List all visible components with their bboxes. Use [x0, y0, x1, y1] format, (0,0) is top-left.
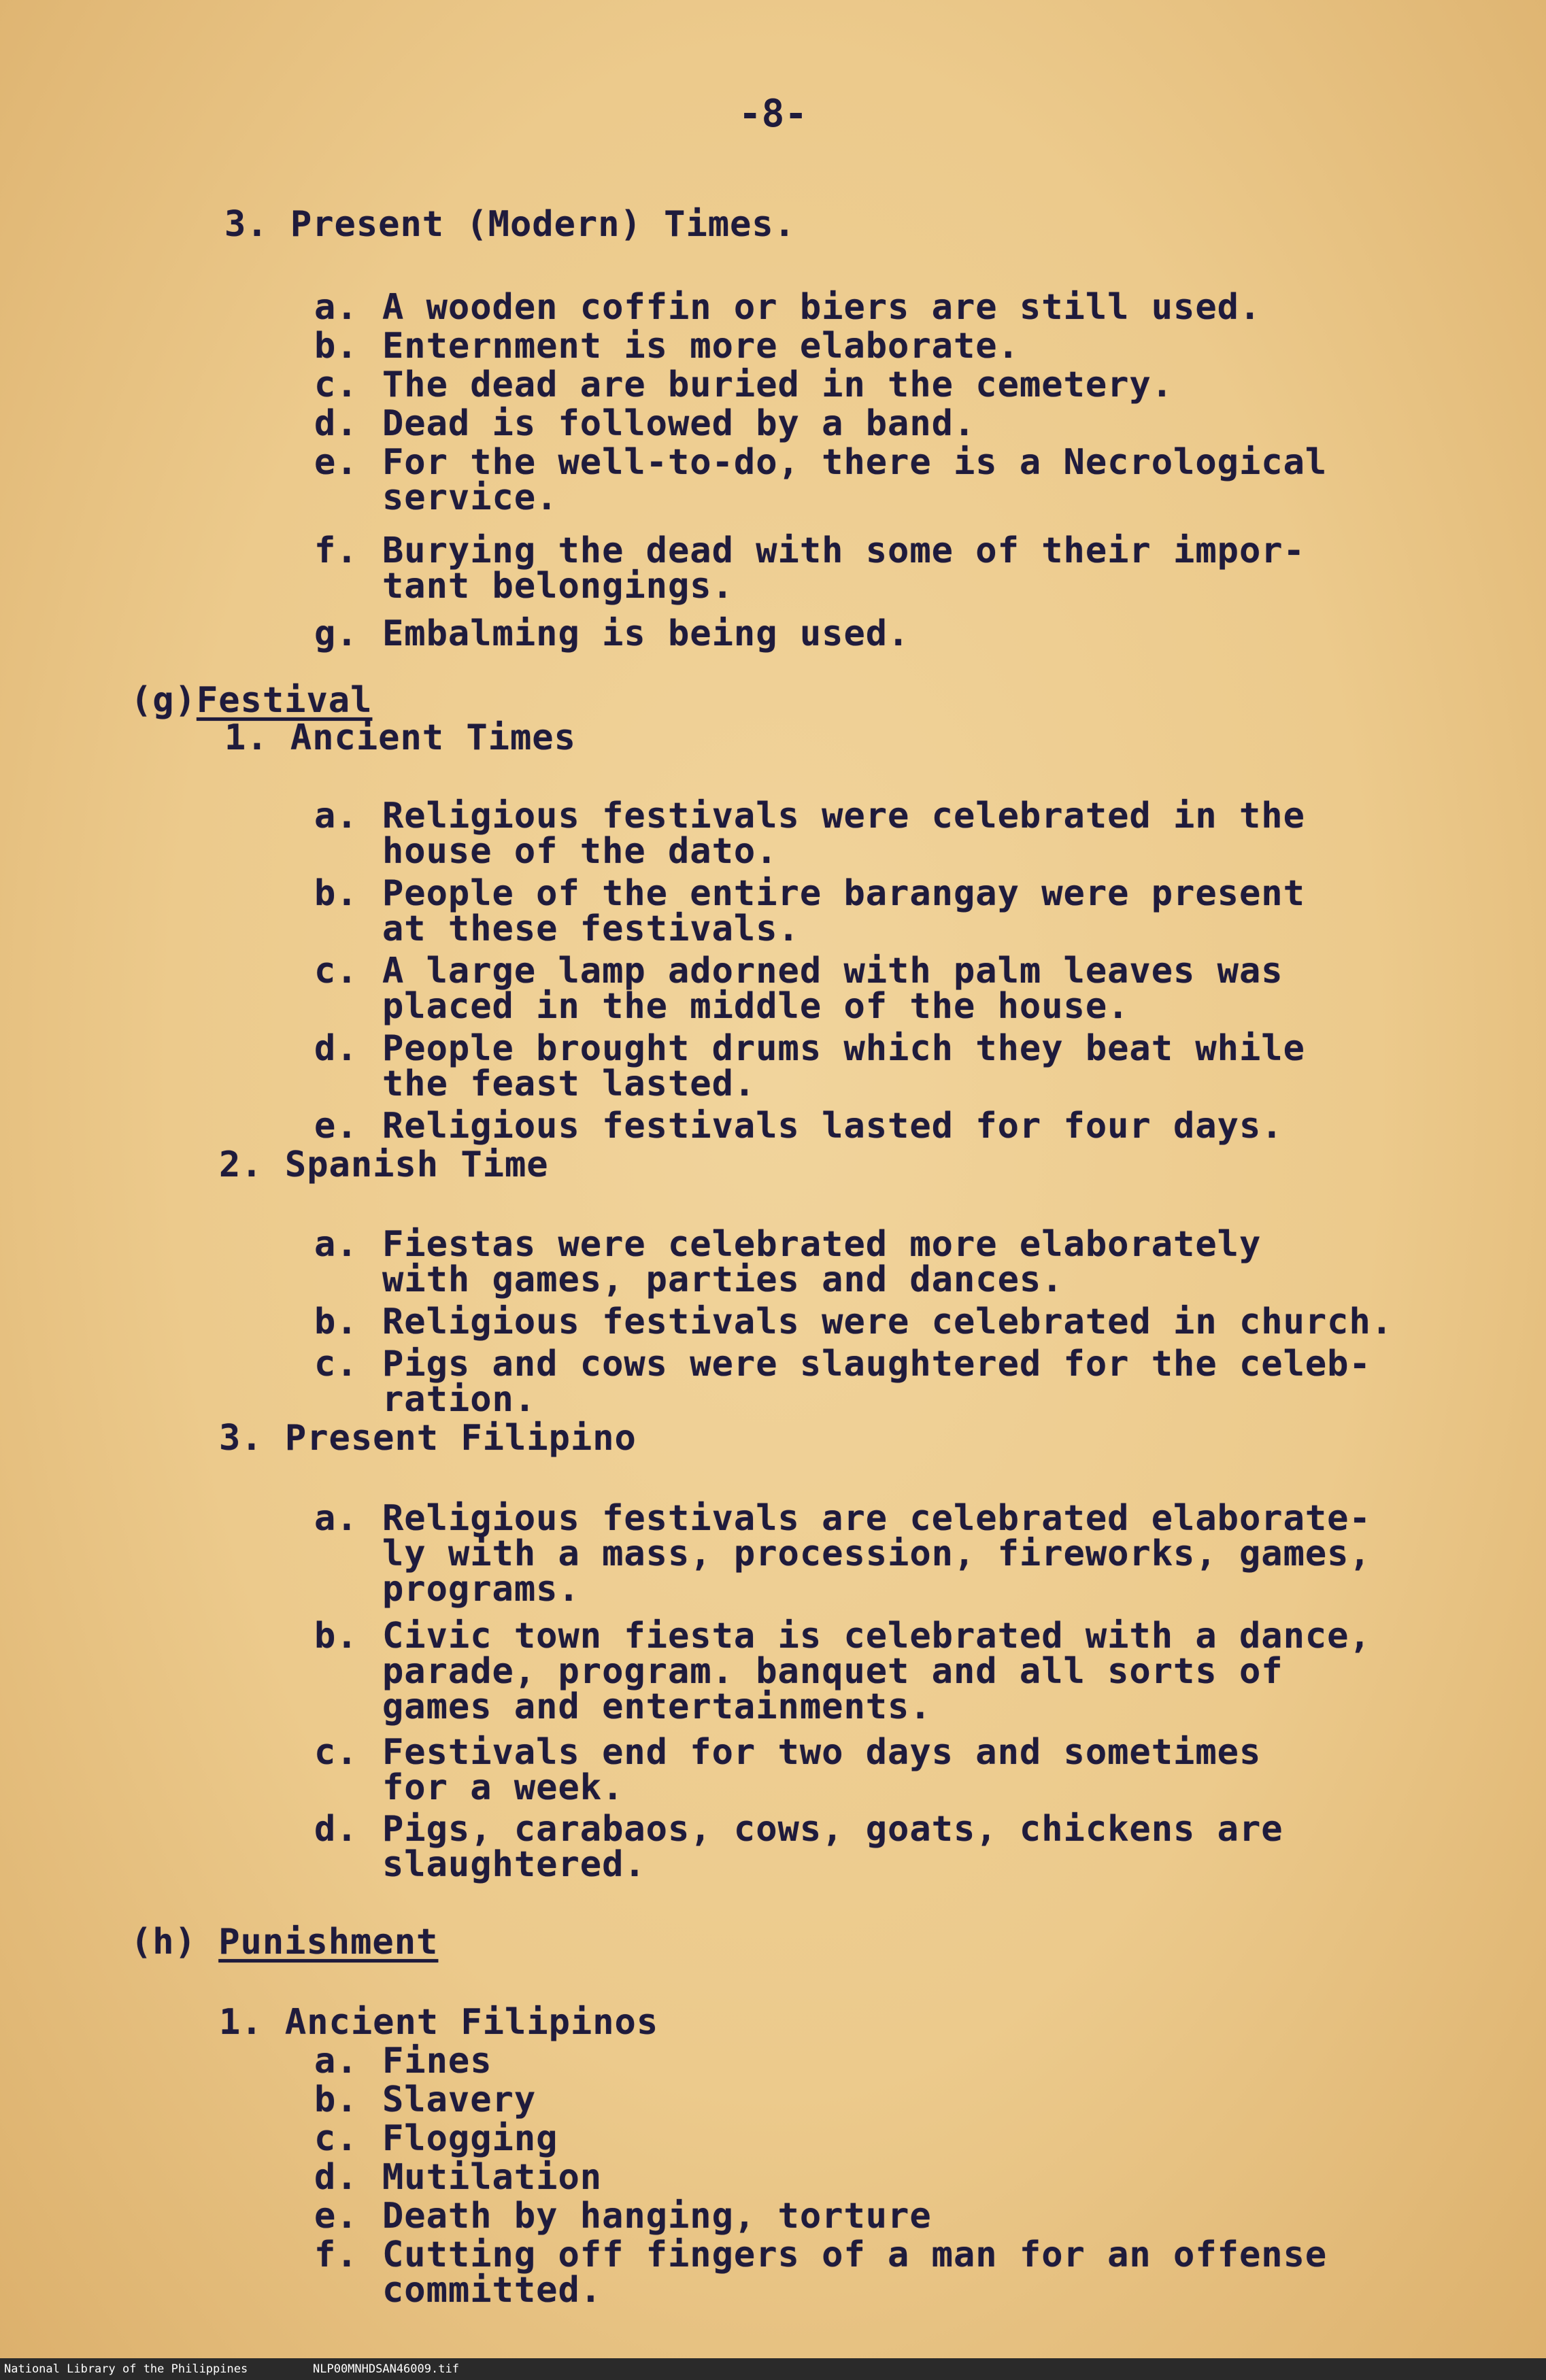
- list-item-continued: at these festivals.: [382, 908, 800, 949]
- scan-footer: [0, 2358, 1546, 2380]
- library-credit: National Library of the Philippines: [4, 2362, 248, 2376]
- list-item: b. People of the entire barangay were present: [314, 873, 1305, 914]
- list-item-continued: tant belongings.: [382, 566, 734, 607]
- list-item: b. Enternment is more elaborate.: [314, 326, 1020, 367]
- list-item: d. Pigs, carabaos, cows, goats, chickens are: [314, 1809, 1283, 1850]
- subsection-heading-ancient-filipinos: 1. Ancient Filipinos: [219, 2002, 659, 2043]
- page-number: -8-: [738, 92, 808, 136]
- list-item: e. Religious festivals lasted for four days.: [314, 1106, 1283, 1146]
- list-item-continued: games and entertainments.: [382, 1686, 932, 1727]
- list-item: f. Cutting off fingers of a man for an offense: [314, 2234, 1328, 2275]
- list-item-continued: parade, program. banquet and all sorts of: [382, 1651, 1283, 1692]
- list-item: b. Religious festivals were celebrated in church.: [314, 1302, 1394, 1342]
- list-item-continued: slaughtered.: [382, 1844, 646, 1885]
- list-item: c. Pigs and cows were slaughtered for the celeb-: [314, 1344, 1371, 1384]
- list-item: c. A large lamp adorned with palm leaves was: [314, 951, 1283, 991]
- list-item: c. Flogging: [314, 2118, 558, 2159]
- list-item-continued: committed.: [382, 2270, 603, 2311]
- list-item: e. Death by hanging, torture: [314, 2196, 932, 2237]
- list-item: a. Fines: [314, 2041, 492, 2081]
- file-id: NLP00MNHDSAN46009.tif: [313, 2362, 459, 2376]
- list-item-continued: the feast lasted.: [382, 1064, 756, 1104]
- subsection-heading-ancient-times: 1. Ancient Times: [224, 717, 576, 758]
- section-heading-present-times: 3. Present (Modern) Times.: [224, 204, 796, 245]
- list-item: c. Festivals end for two days and sometimes: [314, 1732, 1262, 1773]
- list-item: a. Fiestas were celebrated more elaborately: [314, 1224, 1262, 1265]
- section-heading-punishment: (h) Punishment: [131, 1922, 439, 1962]
- list-item: d. Dead is followed by a band.: [314, 403, 976, 444]
- list-item: d. People brought drums which they beat while: [314, 1028, 1305, 1069]
- list-item: e. For the well-to-do, there is a Necrological: [314, 442, 1328, 483]
- list-item: b. Slavery: [314, 2079, 537, 2120]
- list-item-continued: ration.: [382, 1379, 537, 1420]
- list-item: a. Religious festivals were celebrated in the: [314, 796, 1305, 836]
- list-item-continued: programs.: [382, 1569, 580, 1610]
- list-item: c. The dead are buried in the cemetery.: [314, 364, 1174, 405]
- section-heading-festival: (g)Festival: [131, 680, 373, 721]
- list-item-continued: for a week.: [382, 1767, 624, 1808]
- list-item-continued: house of the dato.: [382, 831, 778, 872]
- list-item: g. Embalming is being used.: [314, 613, 910, 654]
- list-item: d. Mutilation: [314, 2157, 603, 2198]
- subsection-heading-spanish-time: 2. Spanish Time: [219, 1144, 549, 1185]
- list-item: f. Burying the dead with some of their impor-: [314, 530, 1305, 571]
- list-item-continued: with games, parties and dances.: [382, 1259, 1064, 1300]
- list-item: a. Religious festivals are celebrated elaborate-: [314, 1498, 1371, 1539]
- list-item-continued: placed in the middle of the house.: [382, 986, 1130, 1027]
- list-item: b. Civic town fiesta is celebrated with a dance,: [314, 1616, 1371, 1656]
- list-item-continued: ly with a mass, procession, fireworks, games,: [382, 1533, 1371, 1574]
- subsection-heading-present-filipino: 3. Present Filipino: [219, 1418, 637, 1459]
- list-item: a. A wooden coffin or biers are still used.: [314, 287, 1262, 328]
- list-item-continued: service.: [382, 477, 558, 518]
